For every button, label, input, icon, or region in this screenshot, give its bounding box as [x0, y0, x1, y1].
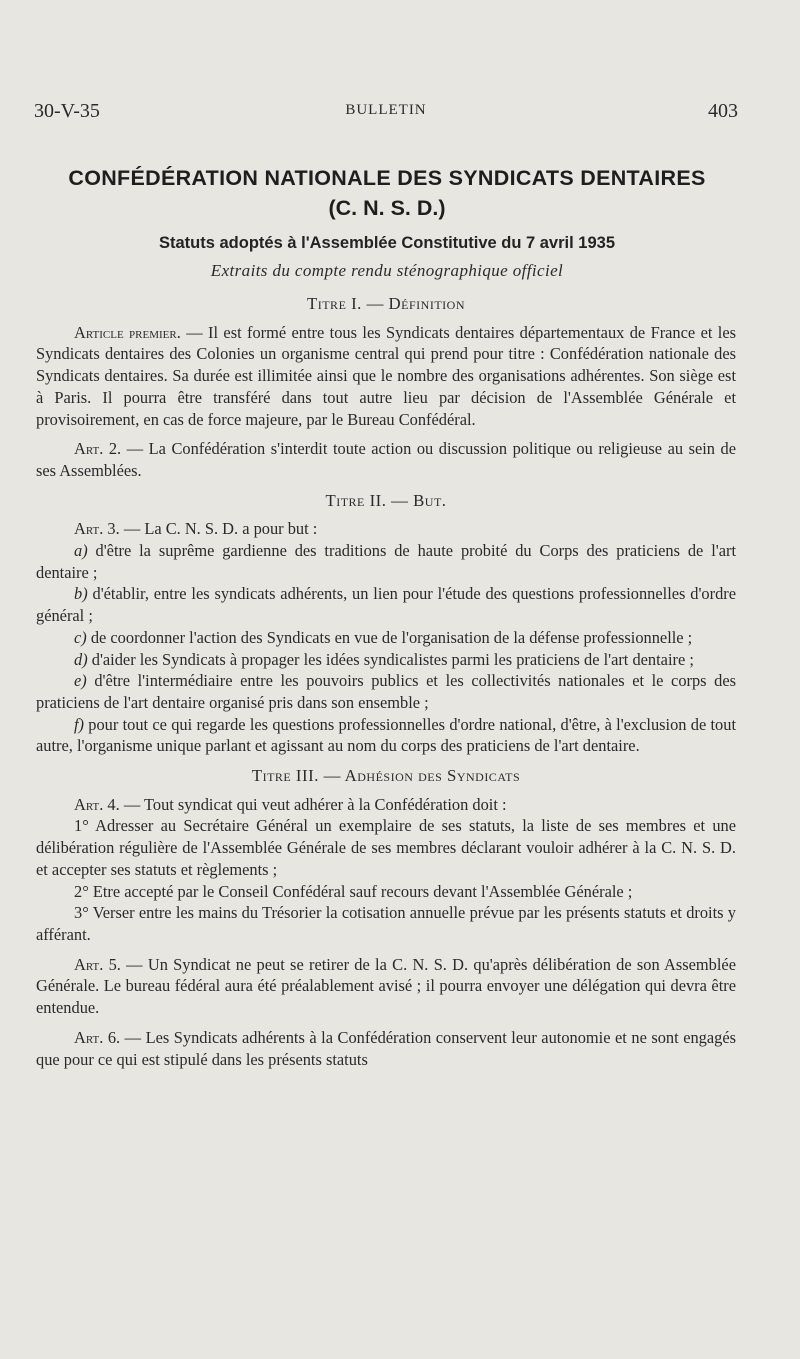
journal-name: BULLETIN [345, 102, 427, 118]
item-d-label: d) [74, 649, 88, 669]
document-body [36, 293, 736, 1070]
item-c [36, 627, 736, 649]
article-4-item-2: 2° Etre accepté par le Conseil Confédéral sauf recours devant l'Assemblée Générale ; [74, 881, 633, 901]
article-2-label: Art. 2. [74, 439, 122, 459]
page-number: 403 [708, 100, 738, 122]
article-1 [36, 322, 736, 431]
titre-1-heading: Titre I. — Définition [306, 294, 465, 313]
article-6 [36, 1027, 736, 1070]
item-f-label: f) [74, 714, 85, 734]
item-b [36, 583, 736, 626]
item-f-text: pour tout ce qui regarde les questions professionnelles d'ordre national, d'être, à l'exclusion de tout autre, l'organisme unique parlant et agissant au nom du corps des praticiens de l'art dentaire. [36, 714, 736, 756]
article-6-label: Art. 6. [74, 1027, 121, 1047]
article-5 [36, 954, 736, 1019]
titre-3-heading: Titre III. — Adhésion des Syndicats [251, 766, 521, 786]
article-6-text: — Les Syndicats adhérents à la Confédération conservent leur autonomie et ne sont engagés que pour ce qui est stipulé dans les présents statuts [36, 1027, 736, 1069]
article-3 [36, 518, 736, 540]
statuts-heading: Statuts adoptés à l'Assemblée Constitutive du 7 avril 1935 [159, 234, 615, 252]
item-a-text: d'être la suprême gardienne des traditions de haute probité du Corps des praticiens de l'art dentaire ; [36, 541, 736, 582]
article-2 [36, 438, 736, 481]
item-b-label: b) [74, 584, 88, 604]
item-e-label: e) [74, 671, 87, 691]
article-3-text: — La C. N. S. D. a pour but : [119, 519, 318, 539]
article-1-label: Article premier. [74, 322, 181, 342]
item-e [36, 670, 736, 713]
item-c-label: c) [74, 627, 87, 647]
item-d [36, 649, 736, 671]
main-title: CONFÉDÉRATION NATIONALE DES SYNDICATS DENTAIRES [68, 166, 706, 190]
item-d-text: d'aider les Syndicats à propager les idées syndicalistes parmi les praticiens de l'art dentaire ; [87, 649, 694, 669]
item-e-text: d'être l'intermédiaire entre les pouvoirs publics et les collectivités nationales et le corps des praticiens de l'art dentaire organisé pris dans son ensemble ; [36, 671, 736, 712]
item-c-text: de coordonner l'action des Syndicats en vue de l'organisation de la défense professionnelle ; [86, 627, 693, 647]
article-4-label: Art. 4. [74, 794, 120, 814]
article-4-item-1: 1° Adresser au Secrétaire Général un exemplaire de ses statuts, la liste de ses membres et une délibération régulière de l'Assemblée Générale de ses membres déclarant vouloir adhérer à la C. N. S. D. et accepter ses statuts et règlements ; [36, 816, 736, 879]
issue-date: 30-V-35 [34, 100, 100, 122]
article-4-item-3: 3° Verser entre les mains du Trésorier la cotisation annuelle prévue par les présents statuts et droits y afférant. [36, 903, 736, 944]
article-4 [36, 794, 736, 816]
article-3-label: Art. 3. [74, 519, 120, 539]
article-4-text: — Tout syndicat qui veut adhérer à la Confédération doit : [119, 794, 507, 814]
item-a-label: a) [74, 541, 88, 561]
titre-2-heading: Titre II. — But. [325, 490, 447, 510]
item-a [36, 540, 736, 583]
item-b-text: d'établir, entre les syndicats adhérents, un lien pour l'étude des questions professionnelles d'ordre général ; [36, 584, 736, 626]
article-5-text: — Un Syndicat ne peut se retirer de la C. N. S. D. qu'après délibération de son Assemblée Générale. Le bureau fédéral aura été préalablement avisé ; il pourra envoyer une délégation qui devra être entendue. [36, 954, 736, 1018]
extraits-subheading: Extraits du compte rendu sténographique officiel [210, 261, 564, 280]
acronym-title: (C. N. S. D.) [328, 196, 446, 220]
running-header [34, 100, 738, 128]
article-5-label: Art. 5. [74, 954, 121, 974]
item-f [36, 714, 736, 757]
article-1-text: — Il est formé entre tous les Syndicats dentaires départementaux de France et les Syndicats dentaires des Colonies un organisme central qui prend pour titre : Confédération nationale des Syndicats dentaires. Sa durée est illimitée ainsi que le nombre des organisations adhérentes. Son siège est à Paris. Il pourra être transféré dans tout autre lieu par décision de l'Assemblée Générale et provisoirement, en cas de force majeure, par le Bureau Confédéral. [36, 322, 736, 429]
article-2-text: — La Confédération s'interdit toute action ou discussion politique ou religieuse au sein de ses Assemblées. [36, 439, 736, 480]
